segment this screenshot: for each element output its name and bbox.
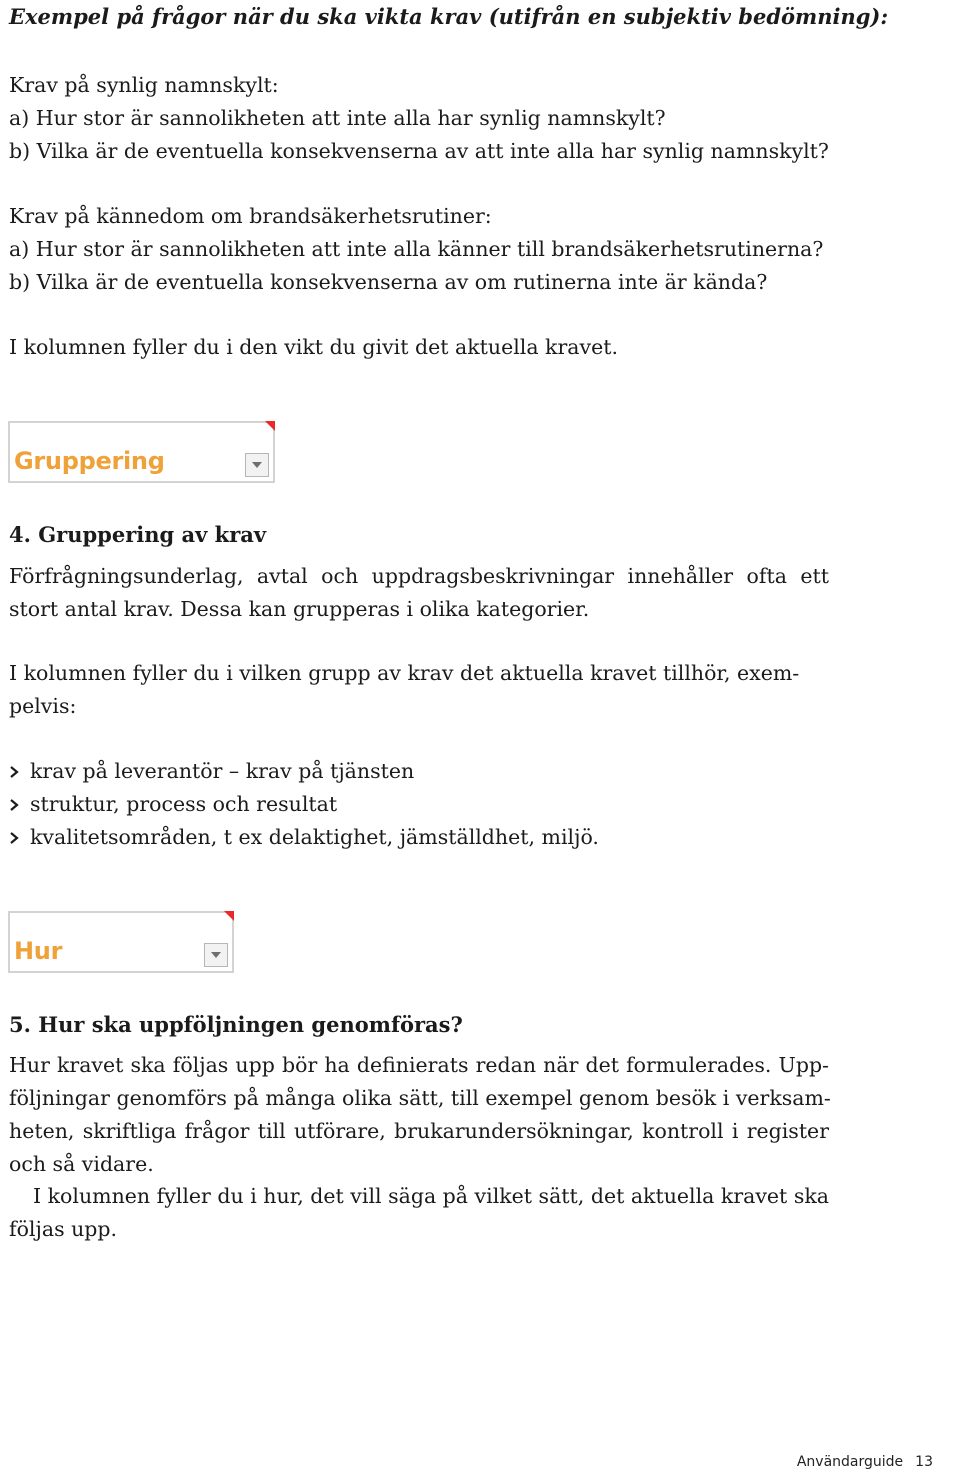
paragraph-line: och så vidare.	[9, 1152, 154, 1176]
cell-label: Gruppering	[14, 447, 165, 475]
chevron-right-icon	[9, 766, 30, 778]
gruppering-column-cell[interactable]	[8, 421, 275, 483]
paragraph-line: I kolumnen fyller du i hur, det vill säga på vilket sätt, det aktuella kravet ska	[33, 1184, 829, 1208]
dropdown-button[interactable]	[245, 453, 269, 477]
paragraph-line: följas upp.	[9, 1217, 118, 1241]
section-4-paragraph-2	[9, 657, 829, 723]
dropdown-button[interactable]	[204, 943, 228, 967]
paragraph-line: I kolumnen fyller du i vilken grupp av krav det aktuella kravet tillhör, exem-	[9, 661, 800, 685]
paragraph-line: Hur kravet ska följas upp bör ha definierats redan när det formulerades. Upp-	[9, 1053, 829, 1077]
comment-marker-icon	[224, 911, 234, 921]
paragraph-line: pelvis:	[9, 694, 77, 718]
list-item	[9, 788, 599, 821]
paragraph-line: Förfrågningsunderlag, avtal och uppdragsbeskrivningar innehåller ofta ett	[9, 564, 829, 588]
list-item-text: krav på leverantör – krav på tjänsten	[30, 759, 415, 783]
section-5-paragraph-2	[9, 1180, 829, 1246]
page-footer	[797, 1454, 933, 1470]
intro-heading: Exempel på frågor när du ska vikta krav (utifrån en subjektiv bedömning):	[9, 4, 889, 29]
list-item-text: kvalitetsområden, t ex delaktighet, jämställdhet, miljö.	[30, 825, 599, 849]
section-5-paragraph-1	[9, 1049, 829, 1181]
example-question-a: a) Hur stor är sannolikheten att inte alla har synlig namnskylt?	[9, 106, 666, 130]
example-question-b: b) Vilka är de eventuella konsekvenserna av att inte alla har synlig namnskylt?	[9, 139, 829, 163]
list-item-text: struktur, process och resultat	[30, 792, 338, 816]
example-name-badge	[9, 69, 829, 168]
page-number: 13	[915, 1454, 933, 1470]
group-examples-list	[9, 755, 599, 854]
cell-label: Hur	[14, 937, 63, 965]
chevron-down-icon	[210, 951, 222, 959]
chevron-down-icon	[251, 461, 263, 469]
example-title: Krav på synlig namnskylt:	[9, 73, 279, 97]
chevron-right-icon	[9, 799, 30, 811]
paragraph-line: följningar genomförs på många olika sätt, till exempel genom besök i verksam-	[9, 1086, 831, 1110]
list-item	[9, 755, 599, 788]
weight-column-note: I kolumnen fyller du i den vikt du givit det aktuella kravet.	[9, 335, 618, 359]
section-5-heading: 5. Hur ska uppföljningen genomföras?	[9, 1012, 463, 1037]
hur-column-cell[interactable]	[8, 911, 234, 973]
example-question-a: a) Hur stor är sannolikheten att inte alla känner till brandsäkerhetsrutinerna?	[9, 237, 824, 261]
guide-label: Användarguide	[796, 1454, 904, 1470]
section-4-paragraph-1	[9, 560, 829, 626]
paragraph-line: stort antal krav. Dessa kan grupperas i olika kategorier.	[9, 597, 590, 621]
section-4-heading: 4. Gruppering av krav	[9, 522, 267, 547]
example-title: Krav på kännedom om brandsäkerhetsrutiner:	[9, 204, 492, 228]
comment-marker-icon	[265, 421, 275, 431]
chevron-right-icon	[9, 832, 30, 844]
example-question-b: b) Vilka är de eventuella konsekvenserna av om rutinerna inte är kända?	[9, 270, 768, 294]
list-item	[9, 821, 599, 854]
paragraph-line: heten, skriftliga frågor till utförare, brukarundersökningar, kontroll i register	[9, 1119, 829, 1143]
example-fire-safety	[9, 200, 829, 299]
